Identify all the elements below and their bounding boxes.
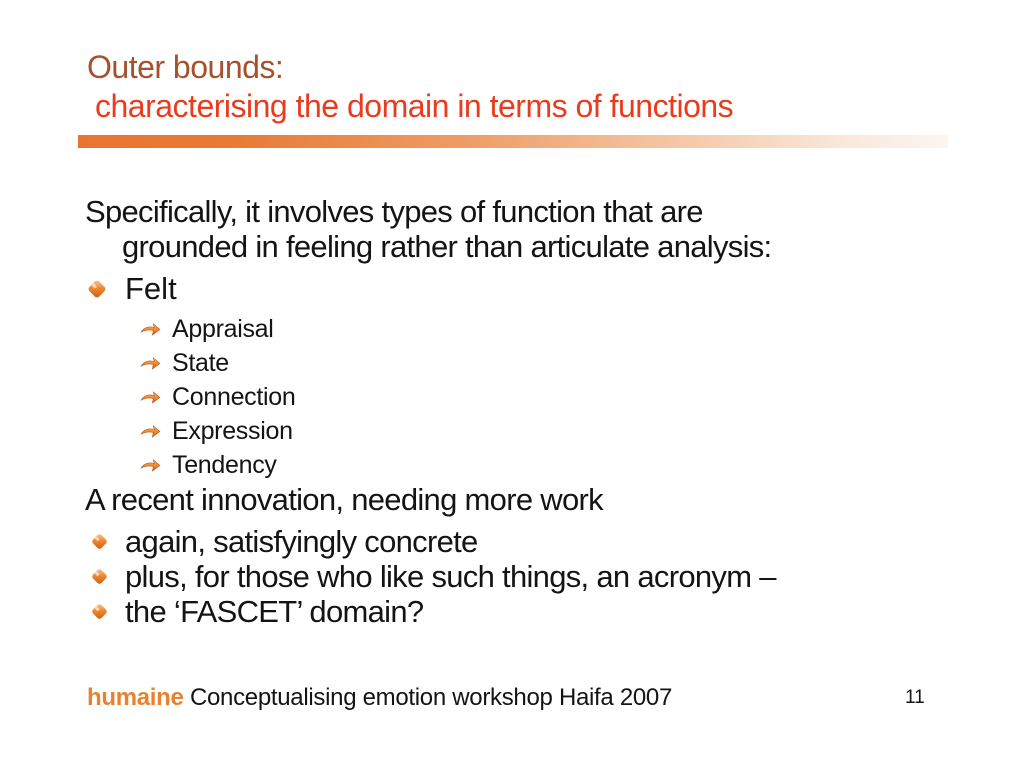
list-item-label: Expression (172, 416, 293, 445)
footer-brand-humaine: humaine (87, 684, 184, 711)
intro-paragraph (85, 194, 771, 264)
felt-sub-list (140, 312, 295, 482)
orange-arrow-bullet-icon (140, 424, 161, 439)
list-item-label: plus, for those who like such things, an acronym – (125, 558, 776, 594)
orange-arrow-bullet-icon (140, 322, 161, 337)
orange-arrow-bullet-icon (140, 356, 161, 371)
list-item (90, 559, 776, 594)
list-item (90, 594, 776, 629)
list-item (90, 524, 776, 559)
footer (87, 684, 672, 712)
gem-diamond-bullet-icon (90, 532, 109, 551)
orange-arrow-bullet-icon (140, 458, 161, 473)
list-item (140, 414, 295, 448)
gem-diamond-bullet-icon (90, 602, 109, 621)
list-item (140, 312, 295, 346)
statement-line: A recent innovation, needing more work (85, 482, 603, 517)
page-number: 11 (905, 687, 925, 708)
footer-text: Conceptualising emotion workshop Haifa 2007 (183, 684, 673, 711)
orange-arrow-bullet-icon (140, 390, 161, 405)
list-item-label: Tendency (172, 450, 277, 479)
list-item-label: Appraisal (172, 314, 274, 343)
lower-bullet-list (90, 524, 776, 629)
slide-title-line2: characterising the domain in terms of functions (95, 88, 734, 124)
list-item-label: again, satisfyingly concrete (125, 523, 478, 559)
slide-title-line1: Outer bounds: (87, 49, 284, 85)
list-item-felt (86, 272, 177, 306)
title-divider-gradient-bar (78, 135, 948, 148)
list-item (140, 448, 295, 482)
intro-line1: Specifically, it involves types of function that are (85, 194, 703, 229)
gem-diamond-bullet-icon (90, 567, 109, 586)
list-item-label: Connection (172, 382, 296, 411)
list-item-label: State (172, 348, 229, 377)
list-item-label: the ‘FASCET’ domain? (125, 593, 424, 629)
list-item (140, 380, 295, 414)
intro-line2: grounded in feeling rather than articulate analysis: (122, 229, 772, 264)
list-item-label: Felt (125, 271, 177, 306)
slide-title (87, 48, 967, 126)
gem-diamond-bullet-icon (86, 278, 108, 300)
list-item (140, 346, 295, 380)
